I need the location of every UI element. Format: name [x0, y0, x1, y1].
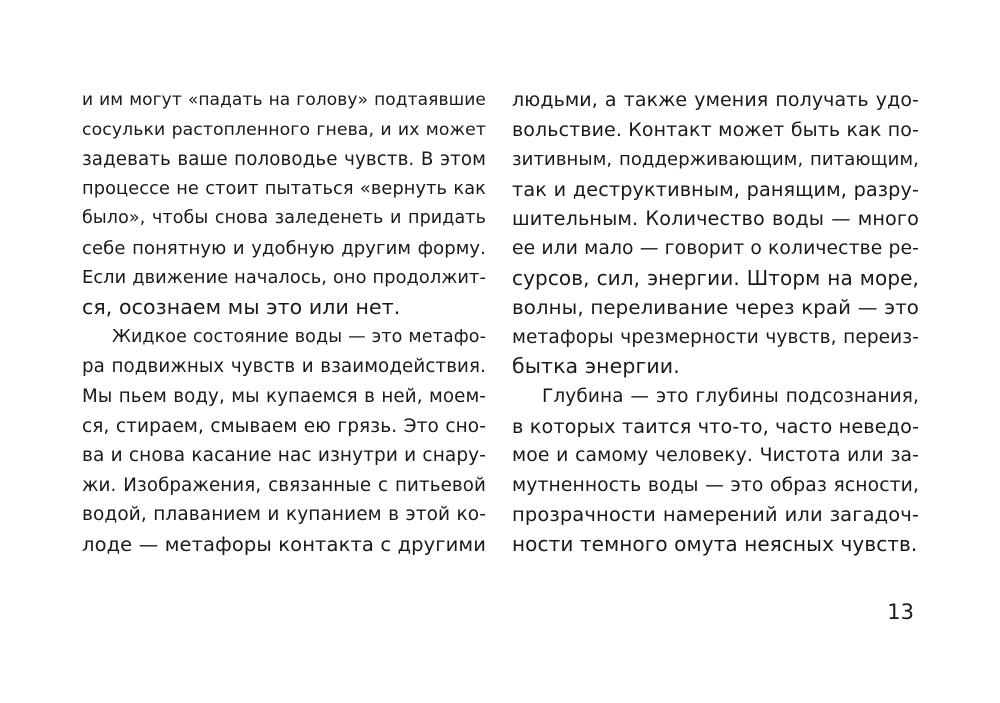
text-line: ся, стираем, смываем ею грязь. Это сно- [82, 415, 486, 437]
text-line: в которых таится что-то, часто неведо- [512, 414, 919, 438]
text-line: вольствие. Контакт может быть как по- [512, 118, 919, 141]
text-line: зитивным, поддерживающим, питающим, [512, 149, 919, 171]
text-line: было», чтобы снова заледенеть и придать [82, 208, 486, 229]
text-line: мутненность воды — это образ ясности, [512, 474, 919, 496]
text-line: Мы пьем воду, мы купаемся в ней, моем- [82, 385, 486, 407]
text-line: волны, переливание через край — это [512, 296, 919, 320]
text-line: Глубина — это глубины подсознания, [542, 385, 919, 407]
text-line: ности темного омута неясных чувств. [512, 531, 918, 556]
text-line: людьми, а также умения получать удо- [512, 89, 919, 111]
text-line: ра подвижных чувств и взаимодействия. [82, 356, 486, 378]
left-text-column [82, 86, 486, 560]
text-line: ее или мало — говорит о количестве ре- [512, 237, 919, 259]
text-line: прозрачности намерений или загадоч- [512, 503, 919, 527]
text-line: ва и снова касание нас изнутри и снару- [82, 445, 486, 467]
page-number: 13 [887, 600, 914, 624]
text-line: процессе не стоит пытаться «вернуть как [82, 178, 486, 199]
text-line: и им могут «падать на голову» подтаявшие [82, 90, 486, 110]
text-line: себе понятную и удобную другим форму. [82, 237, 486, 259]
text-line: бытка энергии. [512, 354, 680, 379]
text-line: водой, плаванием и купанием в этой ко- [82, 504, 486, 526]
text-line: Жидкое состояние воды — это метафо- [112, 326, 486, 347]
text-line: мое и самому человеку. Чистота или за- [512, 445, 919, 467]
text-line: Если движение началось, оно продолжит- [82, 267, 486, 288]
text-line: сосульки растопленного гнева, и их может [82, 119, 486, 140]
right-text-column [512, 86, 919, 560]
text-line: жи. Изображения, связанные с питьевой [82, 474, 486, 496]
text-line: сурсов, сил, энергии. Шторм на море, [512, 265, 919, 290]
text-line: метафоры чрезмерности чувств, переиз- [512, 326, 919, 348]
text-line: лоде — метафоры контакта с другими [82, 532, 486, 556]
text-line: ся, осознаем мы это или нет. [82, 295, 401, 320]
text-line: шительным. Количество воды — много [512, 207, 919, 231]
text-line: задевать ваше половодье чувств. В этом [82, 149, 486, 171]
text-line: так и деструктивным, ранящим, разру- [512, 177, 919, 201]
